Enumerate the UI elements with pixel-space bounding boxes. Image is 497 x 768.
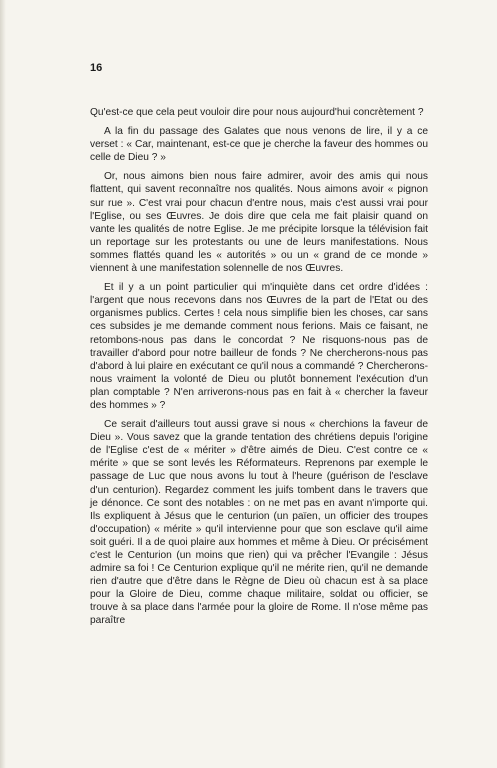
body-text [90,106,428,634]
page-number: 16 [90,62,103,74]
paragraph: Qu'est-ce que cela peut vouloir dire pour nous aujourd'hui concrètement ? [90,107,424,118]
paragraph: Ce serait d'ailleurs tout aussi grave si nous « cherchions la faveur de Dieu ». Vous savez que la grande tentation des chrétiens depuis l'origine de l'Eglise c'est de « mériter » d'être aimés de Dieu. C'est contre ce « mérite » que se sont levés les Réformateurs. Reprenons par exemple le passage de Luc que nous avons lu tout à l'heure (guérison de l'esclave d'un centurion). Regardez comment les juifs tombent dans le travers que je dénonce. Ce sont des notables : on ne met pas en avant n'importe qui. Ils expliquent à Jésus que le centurion (un païen, un officier des troupes d'occupation) « mérite » qu'il intervienne pour que son esclave qu'il aime soit guéri. Il a de quoi plaire aux hommes et même à Dieu. Or précisément c'est le Centurion (un moins que rien) qui va prêcher l'Evangile : Jésus admire sa foi ! Ce Centurion explique qu'il ne mérite rien, qu'il ne demande rien d'autre que d'être dans le Règne de Dieu où chacun est à sa place pour la Gloire de Dieu, comme chaque militaire, soldat ou officier, se trouve à sa place dans l'armée pour la gloire de Rome. Il n'ose même pas paraître [90,419,428,627]
paragraph: A la fin du passage des Galates que nous venons de lire, il y a ce verset : « Car, maintenant, est-ce que je cherche la faveur des hommes ou celle de Dieu ? » [90,126,428,164]
page-edge-shadow [0,0,6,768]
paragraph: Et il y a un point particulier qui m'inquiète dans cet ordre d'idées : l'argent que nous recevons dans nos Œuvres de la part de l'Etat ou des organismes publics. Certes ! cela nous simplifie bien les choses, car sans ces subsides je me demande comment nous ferions. Mais ce faisant, ne retombons-nous pas dans le concordat ? Ne risquons-nous pas de travailler d'abord pour notre bailleur de fonds ? Ne chercherons-nous pas d'abord à lui plaire en exécutant ce qu'il nous a commandé ? Chercherons-nous vraiment la volonté de Dieu ou plutôt bonnement l'exécution d'un plan comptable ? N'en arriverons-nous pas en fait à « chercher la faveur des hommes » ? [90,282,429,411]
paragraph: Or, nous aimons bien nous faire admirer, avoir des amis qui nous flattent, qui savent reconnaître nos qualités. Nous aimons avoir « pignon sur rue ». C'est vrai pour chacun d'entre nous, mais c'est aussi vrai pour l'Eglise, ou ses Œuvres. Je dois dire que cela me fait plaisir quand on vante les qualités de notre Eglise. Je me précipite lorsque la télévision fait un reportage sur les protestants ou une de leurs manifestations. Nous sommes flattés quand les « autorités » ou un « grand de ce monde » viennent à une manifestation solennelle de nos Œuvres. [90,171,428,275]
